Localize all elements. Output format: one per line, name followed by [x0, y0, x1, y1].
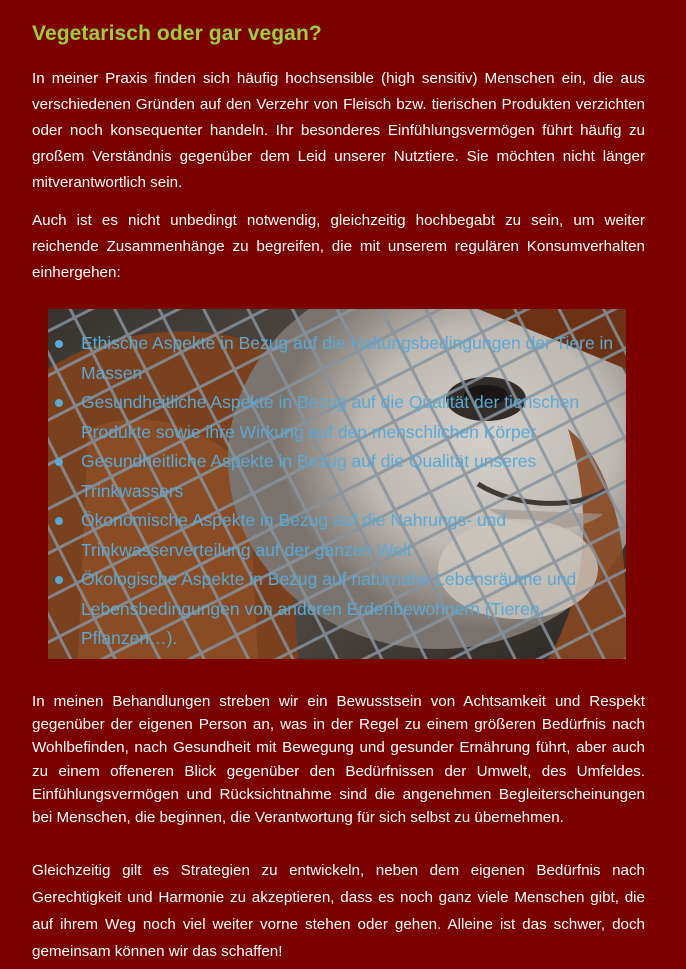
- list-item: Gesundheitliche Aspekte in Bezug auf die Qualität der tierischen Produkte sowie ihre Wirkung auf den menschlichen Körper: [48, 388, 638, 447]
- list-item: Ökologische Aspekte in Bezug auf naturnahe Lebensräume und Lebensbedingungen von anderen Erdenbewohnern (Tieren, Pflanzen…).: [48, 565, 638, 654]
- bullet-icon: [55, 340, 63, 348]
- list-item: Ethische Aspekte in Bezug auf die Haltungsbedingungen der Tiere in Massen: [48, 329, 638, 388]
- intro-paragraph: In meiner Praxis finden sich häufig hochsensible (high sensitiv) Menschen ein, die aus verschiedenen Gründen auf den Verzehr von Fleisch bzw. tierischen Produkten verzichten oder noch konsequenter handeln. Ihr besonderes Einfühlungsvermögen führt häufig zu großem Verständnis gegenüber dem Leid unserer Nutztiere. Sie möchten nicht länger mitverantwortlich sein.: [32, 70, 645, 191]
- list-item: Ökonomische Aspekte in Bezug auf die Nahrungs- und Trinkwasserverteilung auf der ganzen Welt: [48, 506, 638, 565]
- treatment-paragraph: In meinen Behandlungen streben wir ein Bewusstsein von Achtsamkeit und Respekt gegenüber der eigenen Person an, was in der Regel zu einem größeren Bedürfnis nach Wohlbefinden, nach Gesundheit mit Bewegung und gesunder Ernährung führt, aber auch zu einem offeneren Blick gegenüber den Bedürfnissen der Umwelt, des Umfeldes. Einfühlungsvermögen und Rücksichtnahme sind die angenehmen Begleiterscheinungen bei Menschen, die beginnen, die Verantwortung für sich selbst zu übernehmen.: [32, 693, 645, 827]
- bullet-icon: [55, 399, 63, 407]
- aspects-list: [48, 329, 638, 654]
- bullet-icon: [55, 458, 63, 466]
- closing-paragraph: Gleichzeitig gilt es Strategien zu entwickeln, neben dem eigenen Bedürfnis nach Gerechtigkeit und Harmonie zu akzeptieren, dass es noch ganz viele Menschen gibt, die auf ihrem Weg noch viel weiter vorne stehen oder gehen. Alleine ist das schwer, doch gemeinsam können wir das schaffen!: [32, 862, 645, 960]
- context-paragraph: Auch ist es nicht unbedingt notwendig, gleichzeitig hochbegabt zu sein, um weiter reichende Zusammenhänge zu begreifen, die mit unserem regulären Konsumverhalten einhergehen:: [32, 212, 645, 281]
- bullet-icon: [55, 517, 63, 525]
- bullet-icon: [55, 576, 63, 584]
- page-title: Vegetarisch oder gar vegan?: [32, 22, 322, 45]
- list-item: Gesundheitliche Aspekte in Bezug auf die Qualität unseres Trinkwassers: [48, 447, 638, 506]
